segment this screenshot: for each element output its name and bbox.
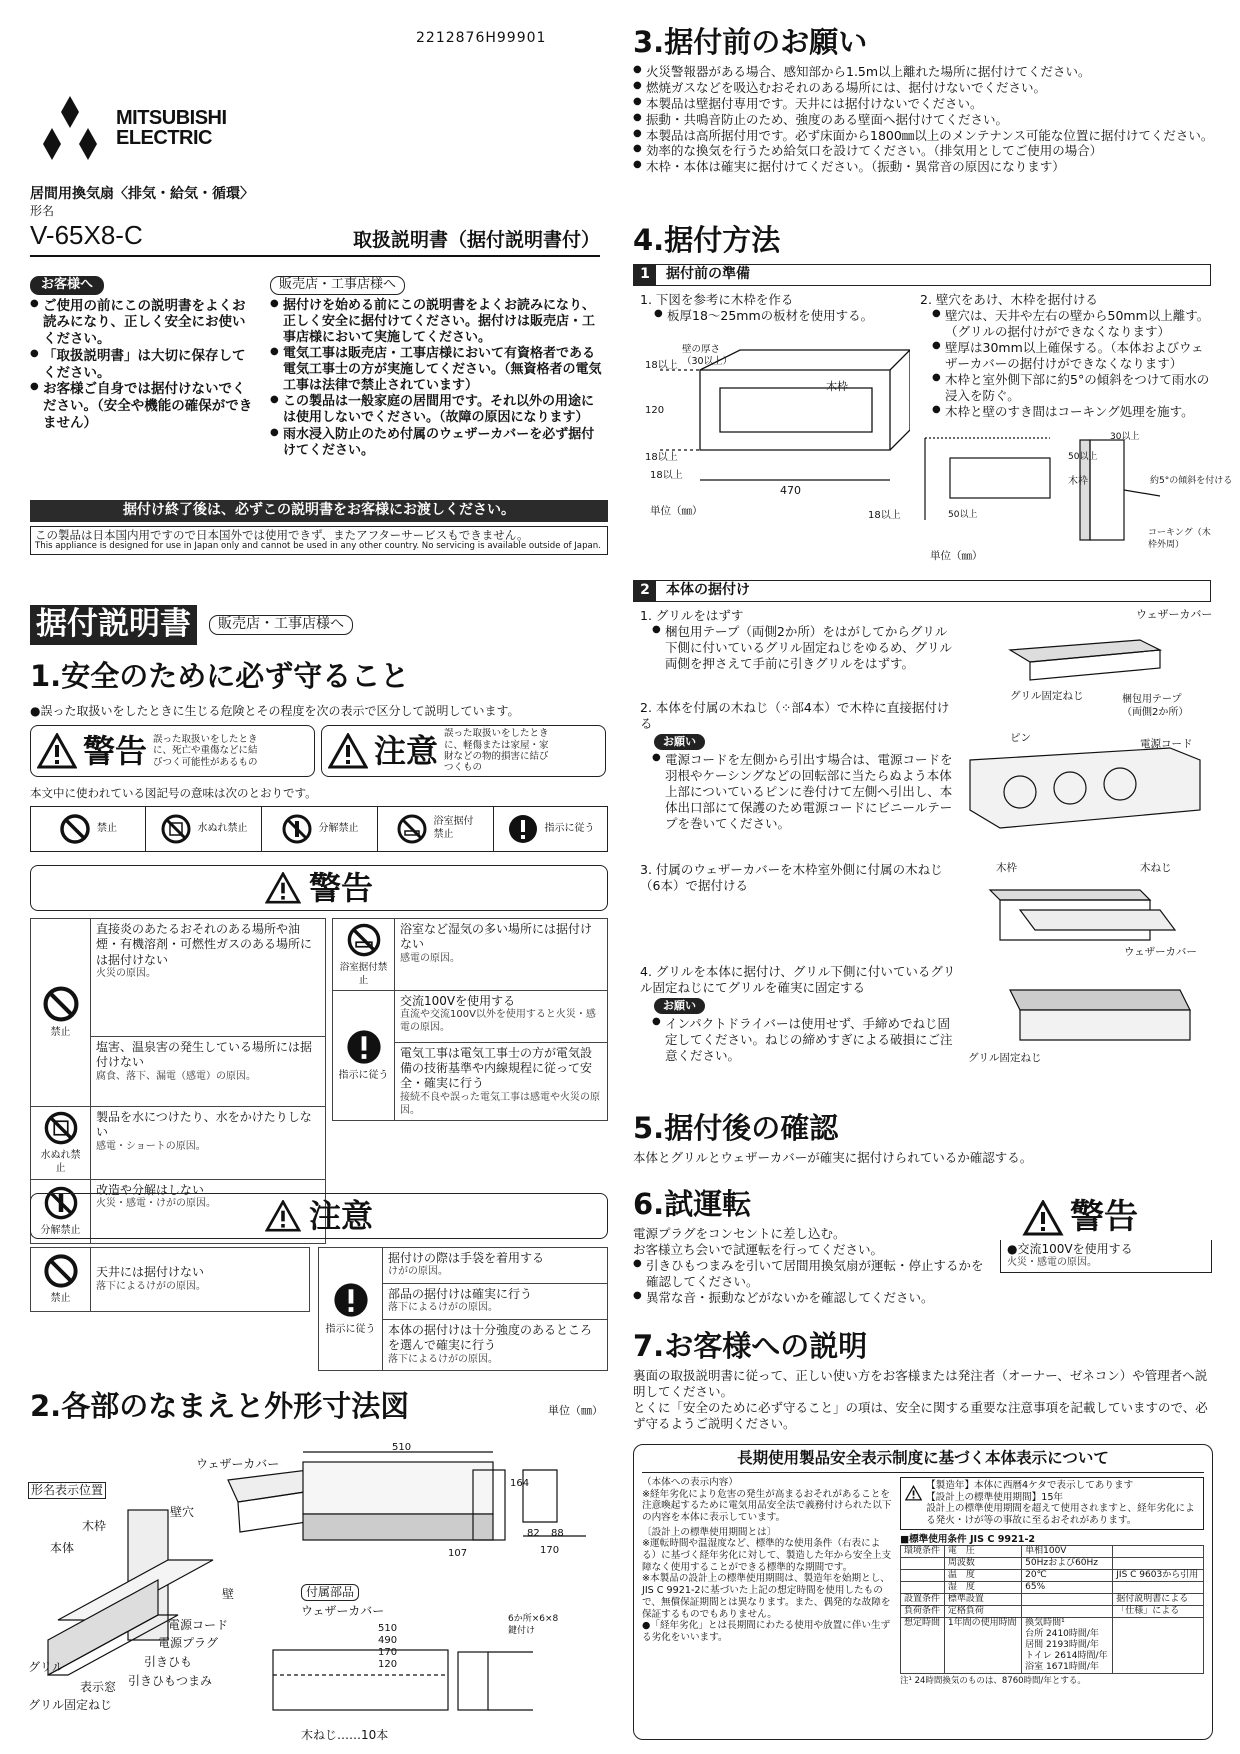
no-bathroom-cell: 浴室据付禁止: [333, 919, 395, 991]
document-number: 2212876H99901: [416, 30, 547, 46]
acc-note: 6か所×6×8 鍵付け: [508, 1614, 559, 1636]
after-text: 本体とグリルとウェザーカバーが確実に据付けられているか確認する。: [633, 1150, 1033, 1165]
conditions-cell: 「仕様」による: [1113, 1606, 1204, 1618]
conditions-row: [901, 1594, 1204, 1606]
no-water-icon: [43, 1110, 79, 1146]
model-number: V-65X8-C: [30, 220, 143, 251]
body1-grille-screw: グリル固定ねじ: [1010, 690, 1084, 702]
exclamation-icon: [345, 1028, 383, 1066]
before-install-title: 3.据付前のお願い: [633, 25, 868, 59]
acc-dim-510: 510: [378, 1623, 398, 1634]
trial-title: 6.試運転: [633, 1187, 752, 1221]
handover-banner: 据付け終了後は、必ずこの説明書をお客様にお渡しください。: [30, 500, 608, 522]
follow-cell: 指示に従う: [319, 1248, 383, 1371]
warning-title: 警告: [308, 868, 373, 907]
dealer-item: ● 雨水浸入防止のため付属のウェザーカバーを必ず据付けてください。: [270, 427, 606, 459]
body3-cover: ウェザーカバー: [1124, 946, 1197, 958]
customer-notice: [30, 276, 258, 432]
dealer-item: ● 据付けを始める前にこの説明書をよくお読みになり、正しく安全に据付けてください。据付けは販売店・工事店様において実施してください。: [270, 298, 606, 346]
caution-item: 据付けの際は手袋を着用する けがの原因。: [383, 1248, 608, 1284]
body-step1: 1. グリルをはずす ● 梱包用テープ（両側2か所）をはがしてからグリル下側に付いているグリル固定ねじをゆるめ、グリル両側を押さえて手前に引きグリルをはずす。: [640, 608, 956, 672]
before-item: ● 木枠・本体は確実に据付けてください。（振動・異常音の原因になります）: [633, 159, 1215, 175]
body3-wood: 木枠: [996, 862, 1017, 874]
conditions-cell: JIS C 9603から引用: [1113, 1570, 1204, 1582]
frame-label-wall-thickness: 壁の厚さ （30以上）: [682, 344, 733, 368]
conditions-row: [901, 1546, 1204, 1558]
conditions-cell: 周波数: [944, 1558, 1021, 1570]
after-title: 5.据付後の確認: [633, 1111, 839, 1145]
body1-weather-cover: ウェザーカバー: [1136, 608, 1213, 621]
warning-item: 製品を水につけたり、水をかけたりしない 感電・ショートの原因。: [91, 1107, 326, 1180]
mitsubishi-logo: [30, 94, 227, 162]
longterm-right: 【製造年】本体に西暦4ケタで表示してあります 【設計上の標準使用期間】15年 設計上の標準使用期間を超えて使用されますと、経年劣化による発火・けが等の事故に至るおそれがあります。 ■標準使用条件 JIS C 9921-2 環境条件 電 圧 単相100V 周波数 50Hzおよび60Hz 温 度 20℃ JIS C 9603から引用 湿 度 65% 設置条件 標準設置 据付説明書による 負荷条件 定格負荷 「仕様」による 想定時間 1年間の使用時間 換気時間¹ 台所 2410時間/年 居間 2193時間/年 トイレ 2614時間/年 浴室 1671時間/年 注¹ 24時間換気のものは、8760時間/年とする。: [900, 1477, 1204, 1687]
longterm-left: （本体への表示内容） ※経年劣化により危害の発生が高まるおそれがあることを注意喚起するために電気用品安全法で義務付けられた以下の内容を本体に表示しています。 〔設計上の標準使用期間とは〕 ※運転時間や温湿度など、標準的な使用条件（右表による）に基づく経年劣化に対して、製造した年から安全上支障なく使用することができる標準的な期間です。 ※本製品の設計上の標準使用期間は、製造年を始期とし、JIS C 9921-2に基づいた上記の想定時間を使用したもので、無償保証期間とは異なります。また、偶発的な故障を保証するものでもありません。 ●「経年劣化」とは長期間にわたる使用や放置に伴い生ずる劣化をいいます。: [642, 1476, 892, 1643]
body-install-diagram: [960, 740, 1210, 840]
label-power-cord: 電源コード: [168, 1618, 229, 1632]
caution-item: 部品の据付けは確実に行う 落下によるけがの原因。: [383, 1284, 608, 1320]
conditions-cell: [1113, 1582, 1204, 1594]
prep-step1: 1. 下図を参考に木枠を作る ● 板厚18〜25mmの板材を使用する。: [640, 292, 910, 324]
model-label: 形名: [30, 203, 55, 218]
grille-fix-diagram: [1000, 980, 1200, 1060]
wood-frame-diagram: [640, 340, 910, 520]
follow-instructions-symbol: 指示に従う: [494, 806, 608, 852]
dealer-item: ● この製品は一般家庭の居間用です。それ以外の用途には使用しないでください。（故障の原因になります）: [270, 394, 606, 426]
section-prep: 1 据付前の準備: [633, 264, 1211, 286]
section-body: 2 本体の据付け: [633, 580, 1211, 602]
acc-dim-170: 170: [378, 1647, 398, 1658]
warning-item: 交流100Vを使用する 直流や交流100V以外を使用すると火災・感電の原因。: [395, 990, 608, 1042]
conditions-cell: [901, 1582, 945, 1594]
conditions-cell: [901, 1558, 945, 1570]
warning-item: 直接炎のあたるおそれのある場所や油煙・有機溶剤・可燃性ガスのある場所には据付けない 火災の原因。: [91, 919, 326, 1037]
frame-label-18-left: 18以上: [650, 470, 683, 481]
frame-label-470: 470: [780, 484, 801, 497]
label-pull-knob: 引きひもつまみ: [128, 1674, 213, 1688]
japan-only-notice: [30, 526, 608, 555]
label-grille: グリル: [28, 1660, 65, 1674]
dealer-tag: 販売店・工事店様へ: [270, 276, 405, 295]
before-item: ● 本製品は高所据付用です。必ず床面から1800㎜以上のメンテナンス可能な位置に据付けてください。: [633, 128, 1215, 144]
warning-item: 電気工事は電気工事士の方が電気設備の技術基準や内線規程に従って安全・確実に行う 接続不良や誤った電気工事は感電や火災の原因。: [395, 1042, 608, 1121]
conditions-cell: [1022, 1594, 1113, 1606]
warning-item: 塩害、温泉害の発生している場所には据付けない 腐食、落下、漏電（感電）の原因。: [91, 1037, 326, 1107]
conditions-cell: 想定時間: [901, 1618, 945, 1674]
label-model-position: 形名表示位置: [28, 1482, 106, 1499]
acc-dim-490: 490: [378, 1635, 398, 1646]
prohibited-icon: [43, 1253, 79, 1289]
conditions-cell: 負荷条件: [901, 1606, 945, 1618]
conditions-cell: [1113, 1546, 1204, 1558]
conditions-table: [900, 1545, 1204, 1674]
conditions-cell: 湿 度: [944, 1582, 1021, 1594]
warning-item: 浴室など湿気の多い場所には据付けない 感電の原因。: [395, 919, 608, 991]
conditions-row: [901, 1570, 1204, 1582]
install-manual-tag: 販売店・工事店様へ: [209, 615, 353, 635]
warning-header: [30, 865, 608, 911]
dim-width: 510: [392, 1442, 412, 1453]
prohibited-symbol: 禁止: [30, 806, 146, 852]
caution-header: [30, 1193, 608, 1239]
caution-triangle-icon: [265, 1200, 301, 1232]
symbols-intro: 本文中に使われている図記号の意味は次のとおりです。: [30, 786, 317, 800]
conditions-cell: [1022, 1606, 1113, 1618]
dim-88: 88: [551, 1528, 564, 1539]
prohibited-icon: [59, 813, 91, 845]
label-pull-cord: 引きひも: [144, 1655, 193, 1669]
wood-screws: 木ねじ……10本: [301, 1728, 389, 1742]
exclamation-icon: [332, 1281, 370, 1319]
label-display-window: 表示窓: [80, 1680, 117, 1694]
frame-label-18-top: 18以上: [645, 360, 678, 371]
warning-triangle-icon: [905, 1480, 922, 1506]
conditions-cell: 1年間の使用時間: [944, 1618, 1021, 1674]
conditions-cell: 定格負荷: [944, 1606, 1021, 1618]
conditions-cell: 電 圧: [944, 1546, 1021, 1558]
method-title: 4.据付方法: [633, 223, 781, 257]
warning-def-text: 誤った取扱いをしたときに、死亡や重傷などに結びつく可能性があるもの: [153, 733, 258, 768]
parts-unit: 単位（㎜）: [548, 1404, 603, 1417]
before-item: ● 効率的な換気を行うため給気口を設けてください。（排気用としてご使用の場合）: [633, 143, 1215, 159]
before-item: ● 火災警報器がある場合、感知部から1.5m以上離れた場所に据付けてください。: [633, 64, 1215, 80]
prohibited-cell: 禁止: [31, 1248, 91, 1312]
prohibited-cell: 禁止: [31, 919, 91, 1107]
parts-title: 2.各部のなまえと外形寸法図: [30, 1389, 410, 1423]
conditions-cell: [1113, 1558, 1204, 1570]
label-wall-hole: 壁穴: [170, 1505, 195, 1519]
no-water-cell: 水ぬれ禁止: [31, 1107, 91, 1180]
no-water-symbol: 水ぬれ禁止: [146, 806, 262, 852]
frame-label-wood: 木枠: [826, 380, 848, 393]
exclamation-icon: [507, 813, 539, 845]
caution-def-text: 誤った取扱いをしたときに、軽傷または家屋・家財などの物的損害に結びつくもの: [444, 728, 549, 774]
no-disassembly-icon: [281, 813, 313, 845]
hole-50-left: 50以上: [948, 510, 978, 520]
conditions-cell: [1113, 1618, 1204, 1674]
hole-caulking: コーキング（木枠外周）: [1148, 528, 1211, 550]
hole-unit: 単位（㎜）: [930, 550, 983, 562]
dim-170: 170: [540, 1545, 560, 1556]
no-bathroom-icon: [396, 813, 428, 845]
caution-left-table: [30, 1247, 310, 1312]
caution-definition: [321, 725, 606, 777]
install-manual-heading: [30, 605, 353, 645]
explain-body: 裏面の取扱説明書に従って、正しい使い方をお客様または発注者（オーナー、ゼネコン）や管理者へ説明してください。 とくに「安全のために必ず守ること」の項は、安全に関する重要な注意事項を記載していますので、必ず守るようご説明ください。: [633, 1368, 1208, 1431]
conditions-row: [901, 1582, 1204, 1594]
customer-item: ● ご使用の前にこの説明書をよくお読みになり、正しく安全にお使いください。: [30, 298, 258, 348]
body2-cord: 電源コード: [1140, 738, 1193, 750]
longterm-box: [633, 1444, 1213, 1740]
accessory-name: ウェザーカバー: [301, 1604, 385, 1618]
warning-triangle-icon: [265, 872, 301, 904]
prep-step2: 2. 壁穴をあけ、木枠を据付ける ● 壁穴は、天井や左右の壁から50mm以上離す。（グリルの据付けができなくなります） ● 壁厚は30mm以上確保する。（本体およびウェザーカバーの据付けができなくなります） ● 木枠と室外側下部に約5°の傾斜をつけて雨水の浸入を防ぐ。 ● 木枠と壁のすき間はコーキング処理を施す。: [920, 292, 1212, 420]
conditions-cell: 換気時間¹ 台所 2410時間/年 居間 2193時間/年 トイレ 2614時間/年 浴室 1671時間/年: [1022, 1618, 1113, 1674]
accessory-tag: 付属部品: [301, 1584, 359, 1601]
product-header: [30, 186, 600, 257]
install-manual-title: 据付説明書: [30, 605, 197, 645]
dealer-item: ● 電気工事は販売店・工事店様において有資格者である電気工事士の方が実施してください。（無資格者の電気工事は法律で禁止されています）: [270, 346, 606, 394]
warning-item: 改造や分解はしない 火災・感電・けがの原因。: [91, 1179, 326, 1243]
body-step2: 2. 本体を付属の木ねじ（⁘部4本）で木枠に直接据付ける お願い ● 電源コードを左側から引出す場合は、電源コードを羽根やケーシングなどの回転部に当たらぬよう本体上部についているピンに巻付けて左側へ引出し、本体出口部にて保護のため電源コードにビニールテープを巻いてください。: [640, 700, 956, 832]
conditions-cell: 標準設置: [944, 1594, 1021, 1606]
brand-line2: ELECTRIC: [116, 127, 212, 149]
before-item: ● 本製品は壁据付専用です。天井には据付けないでください。: [633, 96, 1215, 112]
follow-cell: 指示に従う: [333, 990, 395, 1121]
conditions-cell: 据付説明書による: [1113, 1594, 1204, 1606]
body-step4: 4. グリルを本体に据付け、グリル下側に付いているグリル固定ねじにてグリルを確実に固定する お願い ● インパクトドライバーは使用せず、手締めでねじ固定してください。ねじの締めすぎによる破損にご注意ください。: [640, 964, 956, 1064]
warning-right-table: [332, 918, 608, 1121]
conditions-cell: 65%: [1022, 1582, 1113, 1594]
conditions-cell: 単相100V: [1022, 1546, 1113, 1558]
dim-82: 82: [527, 1528, 540, 1539]
no-bathroom-symbol: 浴室据付禁止: [378, 806, 494, 852]
conditions-row: [901, 1618, 1204, 1674]
manual-title: 取扱説明書（据付説明書付）: [352, 229, 600, 252]
conditions-cell: 温 度: [944, 1570, 1021, 1582]
caution-title: 注意: [308, 1196, 373, 1235]
hole-slope: 約5°の傾斜を付ける: [1150, 476, 1233, 486]
dealer-notice: [270, 276, 606, 459]
hole-50-top: 50以上: [1068, 452, 1098, 462]
conditions-row: [901, 1558, 1204, 1570]
customer-tag: お客様へ: [30, 276, 104, 295]
body-step3: 3. 付属のウェザーカバーを木枠室外側に付属の木ねじ（6本）で据付ける: [640, 862, 943, 893]
conditions-row: [901, 1606, 1204, 1618]
no-bathroom-icon: [346, 922, 382, 958]
before-item: ● 燃焼ガスなどを吸込むおそれのある場所には、据付けないでください。: [633, 80, 1215, 96]
explain-title: 7.お客様への説明: [633, 1329, 868, 1363]
symbol-legend: [30, 806, 608, 852]
dim-164: 164: [510, 1478, 530, 1489]
brand-line1: MITSUBISHI: [116, 107, 227, 129]
dim-107: 107: [448, 1548, 468, 1559]
acc-dim-120: 120: [378, 1659, 398, 1670]
customer-item: ● 「取扱説明書」は大切に保存してください。: [30, 348, 258, 381]
hole-30: 30以上: [1110, 432, 1140, 442]
no-water-icon: [160, 813, 192, 845]
no-disassembly-symbol: 分解禁止: [262, 806, 378, 852]
frame-unit: 単位（㎜）: [650, 505, 703, 517]
label-wall: 壁: [222, 1587, 235, 1601]
body3-screw: 木ねじ: [1140, 862, 1172, 874]
conditions-cell: 設置条件: [901, 1594, 945, 1606]
longterm-title: 長期使用製品安全表示制度に基づく本体表示について: [642, 1449, 1204, 1473]
caution-triangle-icon: [328, 733, 368, 769]
safety-title: 1.安全のために必ず守ること: [30, 659, 410, 693]
body1-tape: 梱包用テープ （両側2か所）: [1122, 694, 1189, 718]
caution-right-table: [318, 1247, 608, 1371]
warning-definition: [30, 725, 315, 777]
prohibited-icon: [42, 985, 80, 1023]
before-install-list: [633, 64, 1215, 175]
conditions-cell: 20℃: [1022, 1570, 1113, 1582]
warning-triangle-icon: [37, 733, 77, 769]
label-wood-frame: 木枠: [82, 1519, 107, 1533]
label-weather-cover: ウェザーカバー: [196, 1457, 280, 1471]
hole-wood: 木枠: [1068, 476, 1088, 487]
label-grille-screw: グリル固定ねじ: [28, 1698, 113, 1712]
product-category: 居間用換気扇〈排気・給気・循環〉: [30, 186, 254, 202]
body2-pin: ピン: [1010, 732, 1031, 744]
caution-item: 本体の据付けは十分強度のあるところを選んで確実に行う 落下によるけがの原因。: [383, 1320, 608, 1371]
japan-only-jp: この製品は日本国内用ですので日本国外では使用できず、またアフターサービスもできません。: [35, 528, 529, 542]
before-item: ● 振動・共鳴音防止のため、強度のある壁面へ据付けてください。: [633, 112, 1215, 128]
grille-removal-diagram: [990, 620, 1190, 690]
conditions-cell: [901, 1570, 945, 1582]
conditions-cell: 環境条件: [901, 1546, 945, 1558]
label-power-plug: 電源プラグ: [158, 1636, 219, 1650]
trial-warning: 警告 ●交流100Vを使用する 火災・感電の原因。: [1000, 1196, 1212, 1273]
no-disassembly-cell: 分解禁止: [31, 1179, 91, 1243]
safety-intro: ●誤った取扱いをしたときに生じる危険とその程度を次の表示で区分して説明しています。: [30, 704, 520, 718]
trial-body: 電源プラグをコンセントに差し込む。 お客様立ち会いで試運転を行ってください。 ● 引きひもつまみを引いて居間用換気扇が運転・停止するかを確認してください。 ● 異常な音・振動などがないかを確認してください。: [633, 1226, 993, 1306]
three-diamonds-icon: [30, 94, 110, 162]
caution-word: 注意: [374, 731, 439, 770]
warning-triangle-icon: [1022, 1200, 1064, 1236]
frame-label-18-right: 18以上: [868, 510, 901, 521]
body4-grille-screw: グリル固定ねじ: [968, 1052, 1042, 1064]
warning-word: 警告: [83, 731, 148, 770]
label-body: 本体: [50, 1541, 75, 1555]
caution-item: 天井には据付けない 落下によるけがの原因。: [91, 1248, 310, 1312]
frame-label-120: 120: [645, 405, 665, 416]
japan-only-en: This appliance is designed for use in Japan only and cannot be used in any other country. No servicing is available outside of Japan.: [35, 541, 601, 552]
frame-label-18-bottom: 18以上: [645, 452, 678, 463]
customer-item: ● お客様ご自身では据付けないでください。（安全や機能の確保ができません）: [30, 381, 258, 431]
conditions-cell: 50Hzおよび60Hz: [1022, 1558, 1113, 1570]
